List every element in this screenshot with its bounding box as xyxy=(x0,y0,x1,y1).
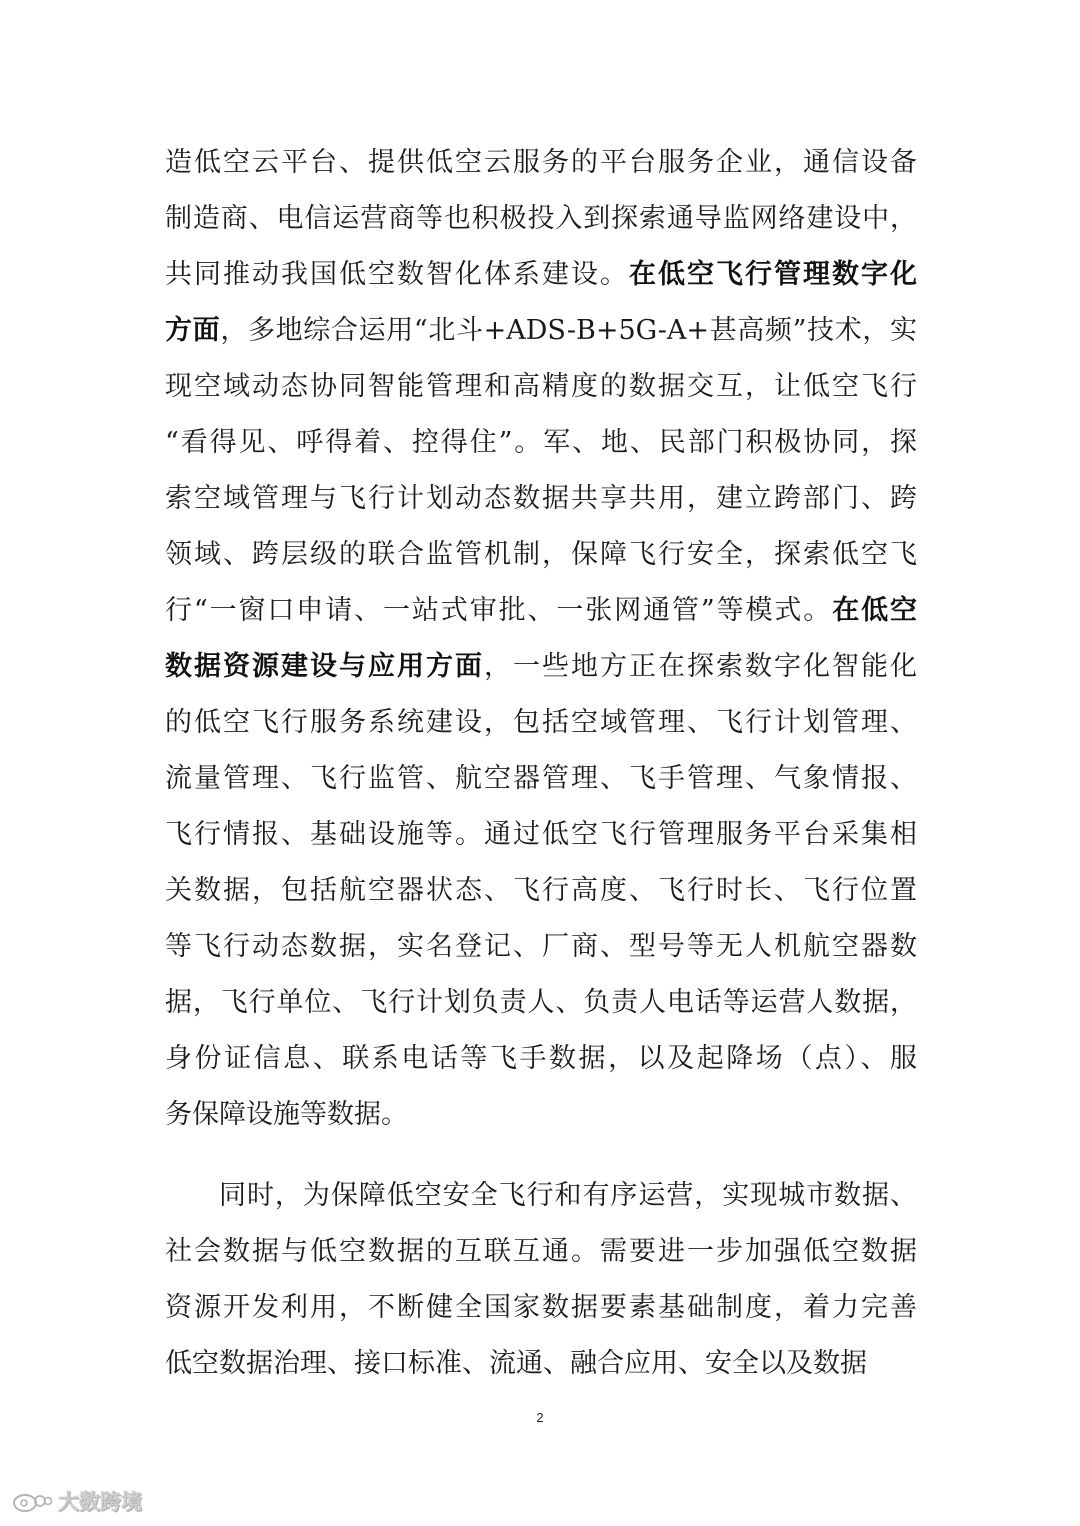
text-line xyxy=(165,471,917,527)
bold-text-run: 方面 xyxy=(165,315,221,346)
text-run: 务保障设施等数据。 xyxy=(165,1099,408,1130)
text-run: 同时，为保障低空安全飞行和有序运营，实现城市数据、 xyxy=(219,1180,917,1211)
text-line xyxy=(165,191,917,247)
text-run: ，一些地方正在探索数字化智能化 xyxy=(484,651,917,682)
text-line xyxy=(165,1336,917,1392)
watermark-text: 大数跨境 xyxy=(58,1490,142,1514)
bold-text-run: 数据资源建设与应用方面 xyxy=(165,651,484,682)
text-line xyxy=(165,863,917,919)
text-run: 的低空飞行服务系统建设，包括空域管理、飞行计划管理、 xyxy=(165,707,917,738)
text-line xyxy=(165,695,917,751)
text-run: “看得见、呼得着、控得住”。军、地、民部门积极协同，探 xyxy=(165,427,917,458)
bold-text-run: 在低空 xyxy=(832,595,917,626)
text-run: 流量管理、飞行监管、航空器管理、飞手管理、气象情报、 xyxy=(165,763,917,794)
body-paragraph-1 xyxy=(165,135,917,1143)
text-line xyxy=(165,247,917,303)
body-paragraph-2 xyxy=(165,1168,917,1392)
text-line xyxy=(165,1087,917,1143)
text-run: 领域、跨层级的联合监管机制，保障飞行安全，探索低空飞 xyxy=(165,539,917,570)
text-line xyxy=(165,1224,917,1280)
text-run: 关数据，包括航空器状态、飞行高度、飞行时长、飞行位置 xyxy=(165,875,917,906)
bold-text-run: 在低空飞行管理数字化 xyxy=(629,259,917,290)
text-run: 行“一窗口申请、一站式审批、一张网通管”等模式。 xyxy=(165,595,833,626)
text-run: 现空域动态协同智能管理和高精度的数据交互，让低空飞行 xyxy=(165,371,917,402)
text-run: 社会数据与低空数据的互联互通。需要进一步加强低空数据 xyxy=(165,1236,917,1267)
text-line xyxy=(165,135,917,191)
text-run: 低空数据治理、接口标准、流通、融合应用、安全以及数据 xyxy=(165,1348,867,1379)
weibo-logo-icon xyxy=(12,1489,52,1513)
page-number: 2 xyxy=(536,1410,544,1425)
watermark xyxy=(12,1488,142,1514)
text-line xyxy=(165,975,917,1031)
text-run: 共同推动我国低空数智化体系建设。 xyxy=(165,259,629,290)
text-line xyxy=(165,1031,917,1087)
text-line xyxy=(165,303,917,359)
text-run: ，多地综合运用“北斗+ADS-B+5G-A+甚高频”技术，实 xyxy=(220,315,917,346)
text-run: 索空域管理与飞行计划动态数据共享共用，建立跨部门、跨 xyxy=(165,483,917,514)
text-run: 制造商、电信运营商等也积极投入到探索通导监网络建设中， xyxy=(165,203,917,234)
text-run: 造低空云平台、提供低空云服务的平台服务企业，通信设备 xyxy=(165,147,917,178)
text-run: 飞行情报、基础设施等。通过低空飞行管理服务平台采集相 xyxy=(165,819,917,850)
text-line xyxy=(165,359,917,415)
text-line xyxy=(165,751,917,807)
text-line xyxy=(165,1280,917,1336)
text-line xyxy=(165,527,917,583)
text-run: 资源开发利用，不断健全国家数据要素基础制度，着力完善 xyxy=(165,1292,917,1323)
text-line xyxy=(165,919,917,975)
text-line xyxy=(165,1168,917,1224)
text-run: 身份证信息、联系电话等飞手数据，以及起降场（点）、服 xyxy=(165,1043,917,1074)
text-line xyxy=(165,583,917,639)
text-run: 等飞行动态数据，实名登记、厂商、型号等无人机航空器数 xyxy=(165,931,917,962)
text-line xyxy=(165,639,917,695)
text-run: 据，飞行单位、飞行计划负责人、负责人电话等运营人数据， xyxy=(165,987,917,1018)
text-line xyxy=(165,415,917,471)
text-line xyxy=(165,807,917,863)
